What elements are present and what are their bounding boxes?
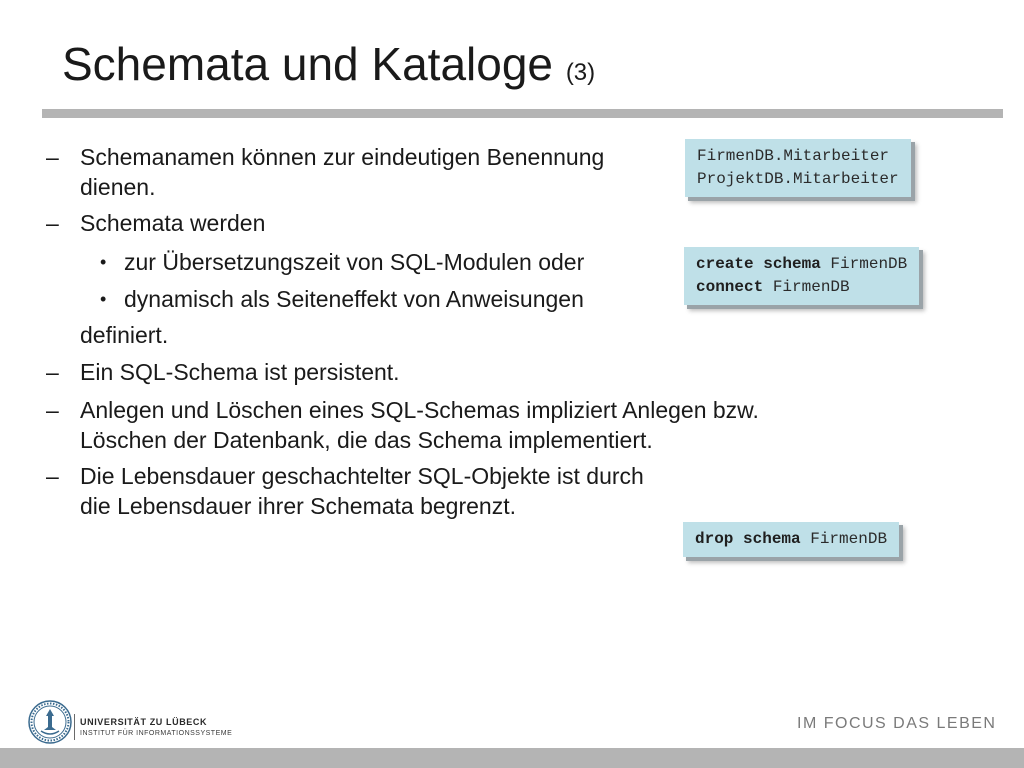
dash-marker: – (46, 144, 59, 170)
university-name: UNIVERSITÄT ZU LÜBECK (80, 717, 208, 727)
sub-bullet-text: dynamisch als Seiteneffekt von Anweisungen (124, 286, 584, 312)
bullet-text-continued: dienen. (80, 174, 156, 200)
dash-marker: – (46, 359, 59, 385)
dot-marker: • (100, 289, 107, 309)
bullet-text: Anlegen und Löschen eines SQL-Schemas impliziert Anlegen bzw. (80, 397, 759, 423)
university-seal-icon (28, 700, 72, 744)
bullet-text: Die Lebensdauer geschachtelter SQL-Objekte ist durch (80, 463, 644, 489)
sub-bullet-text: zur Übersetzungszeit von SQL-Modulen oder (124, 249, 585, 275)
bullet-text: Schemanamen können zur eindeutigen Benennung (80, 144, 605, 170)
bullet-text: definiert. (80, 322, 169, 348)
code-keyword: create schema (696, 255, 821, 273)
dash-marker: – (46, 397, 59, 423)
code-box-drop-schema (682, 521, 899, 557)
title-text: Schemata und Kataloge (62, 38, 554, 90)
code-identifier: FirmenDB (820, 255, 908, 273)
code-line: ProjektDB.Mitarbeiter (697, 170, 899, 188)
code-identifier: FirmenDB (800, 530, 888, 548)
bullet-text-continued: Löschen der Datenbank, die das Schema implementiert. (80, 427, 653, 453)
code-line: FirmenDB.Mitarbeiter (697, 147, 890, 165)
footer-divider (74, 714, 75, 740)
dash-marker: – (46, 463, 59, 489)
dash-marker: – (46, 210, 59, 236)
dot-marker: • (100, 252, 107, 272)
bullet-text-continued: die Lebensdauer ihrer Schemata begrenzt. (80, 493, 517, 519)
institute-name: INSTITUT FÜR INFORMATIONSSYSTEME (80, 730, 233, 737)
title-suffix: (3) (565, 59, 596, 86)
slide-title (62, 36, 595, 101)
code-keyword: connect (696, 278, 764, 296)
code-box-create-schema (683, 246, 919, 305)
footer-bar (0, 748, 1024, 768)
bullet-text: Ein SQL-Schema ist persistent. (80, 359, 400, 385)
code-box-qualified-names (684, 138, 911, 197)
code-identifier: FirmenDB (763, 278, 850, 296)
code-keyword: drop schema (695, 530, 801, 548)
bullet-text: Schemata werden (80, 210, 266, 236)
title-divider (42, 109, 1003, 118)
footer-slogan: IM FOCUS DAS LEBEN (797, 715, 997, 732)
